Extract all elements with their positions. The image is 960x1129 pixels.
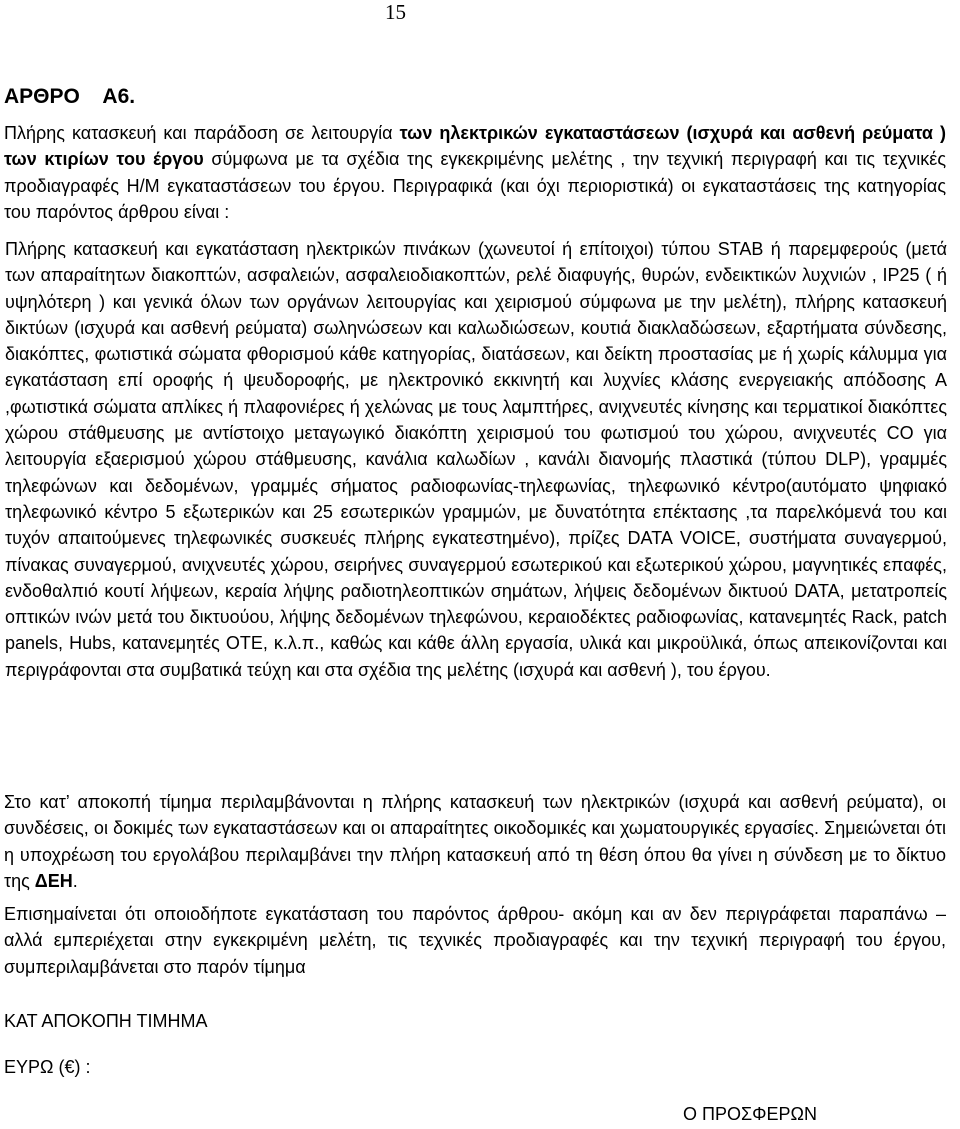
installations-list-paragraph: Πλήρης κατασκευή και εγκατάσταση ηλεκτρικών πινάκων (χωνευτοί ή επίτοιχοι) τύπου STAB ή παρεμφερούς (μετά των απαραίτητων διακοπτών, ασφαλειών, ασφαλειοδιακοπτών, ρελέ διαφυγής, θυρών, ενδεικτικών λυχνιών , IP25 ( ή υψηλότερη ) και γενικά όλων των οργάνων λειτουργίας και χειρισμού σύμφωνα με την μελέτη), πλήρης κατασκευή δικτύων (ισχυρά και ασθενή ρεύματα) σωληνώσεων και καλωδιώσεων, κουτιά διακλαδώσεων, εξαρτήματα σύνδεσης, διακόπτες, φωτιστικά σώματα φθορισμού κάθε κατηγορίας, διατάσεων, και δείκτη προστασίας με ή χωρίς κάλυμμα για εγκατάσταση επί οροφής ή ψευδοροφής, με ηλεκτρονικό εκκινητή και λυχνίες κλάσης ενεργειακής απόδοσης Α ,φωτιστικά σώματα απλίκες ή πλαφονιέρες ή χελώνας με τους λαμπτήρες, ανιχνευτές κίνησης και τερματικοί διακόπτες χώρου στάθμευσης με αντίστοιχο μεταγωγικό διακόπτη χειρισμού του φωτισμού του χώρου, ανιχνευτές CO για λειτουργία εξαερισμού χώρου στάθμευσης, κανάλια καλωδίων , κανάλι διανομής πλαστικά (τύπου DLP), γραμμές τηλεφώνων και δεδομένων, γραμμές σήματος ραδιοφωνίας-τηλεφωνίας, τηλεφωνικό κέντρο(αυτόματο ψηφιακό τηλεφωνικό κέντρο 5 εξωτερικών και 25 εσωτερικών γραμμών, με δυνατότητα επέκτασης ,τα παρελκόμενά του και τυχόν απαιτούμενες τηλεφωνικές συσκευές πλήρης εγκατεστημένο), πρίζες DATA VOICE, συστήματα συναγερμού, πίνακας συναγερμού, ανιχνευτές χώρου, σειρήνες συναγερμού εσωτερικού και εξωτερικού χώρου, μαγνητικές επαφές, ενδοθαλπιό κουτί λήψεων, κεραία λήψης ραδιοτηλεοπτικών σημάτων, λήψεις δεδομένων δικτυού DATA, μετατροπείς οπτικών ινών μετά του δικτυούου, λήψης δεδομένων τηλεφώνου, κεραιοδέκτες ραδιοφωνίας, κατανεμητές Rack, patch panels, Hubs, κατανεμητές ΟΤΕ, κ.λ.π., καθώς και κάθε άλλη εργασία, υλικά και μικροϋλικά, όπως απεικονίζονται και περιγράφονται στα συμβατικά τεύχη και στα σχέδια της μελέτης (ισχυρά και ασθενή ), του έργου. [5,239,947,680]
euro-amount-label: ΕΥΡΩ (€) : [4,1057,91,1077]
utility-name: ΔΕΗ [34,870,73,891]
price-inclusion-tail: . [72,870,78,891]
price-inclusion-paragraph [4,789,946,894]
page-number: 15 [385,0,406,24]
article-heading: ΑΡΘΡΟ Α6. [4,85,136,108]
price-inclusion-text: Στο κατ’ αποκοπή τίμημα περιλαμβάνονται η πλήρης κατασκευή των ηλεκτρικών (ισχυρά και ασθενή ρεύματα), οι συνδέσεις, οι δοκιμές των εγκαταστάσεων και οι απαραίτητες οικοδομικές και χωματουργικές εργασίες. Σημειώνεται ότι η υποχρέωση του εργολάβου περιλαμβάνει την πλήρη κατασκευή από τη θέση όπου θα γίνει η σύνδεση με το δίκτυο της [4,792,946,891]
scope-lead-text: Πλήρης κατασκευή και παράδοση σε λειτουργία [4,123,400,143]
scope-paragraph [4,120,946,225]
notice-paragraph: Επισημαίνεται ότι οποιοδήποτε εγκατάσταση του παρόντος άρθρου- ακόμη και αν δεν περιγράφεται παραπάνω – αλλά εμπεριέχεται στην εγκεκριμένη μελέτη, τις τεχνικές προδιαγραφές και την τεχνική περιγραφή του έργου, συμπεριλαμβάνεται στο παρόν τίμημα [4,904,946,977]
scope-bold-text: των ηλεκτρικών εγκαταστάσεων (ισχυρά και ασθενή ρεύματα ) των κτιρίων του έργου [4,123,946,170]
scope-rest-text: σύμφωνα με τα σχέδια της εγκεκριμένης μελέτης , την τεχνική περιγραφή και τις τεχνικές προδιαγραφές Η/Μ εγκαταστάσεων του έργου. Περιγραφικά (και όχι περιοριστικά) οι εγκαταστάσεις της κατηγορίας του παρόντος άρθρου είναι : [4,149,946,222]
bidder-signature-label: Ο ΠΡΟΣΦΕΡΩΝ [683,1104,817,1124]
lump-sum-price-label: ΚΑΤ ΑΠΟΚΟΠΗ ΤΙΜΗΜΑ [4,1011,208,1031]
